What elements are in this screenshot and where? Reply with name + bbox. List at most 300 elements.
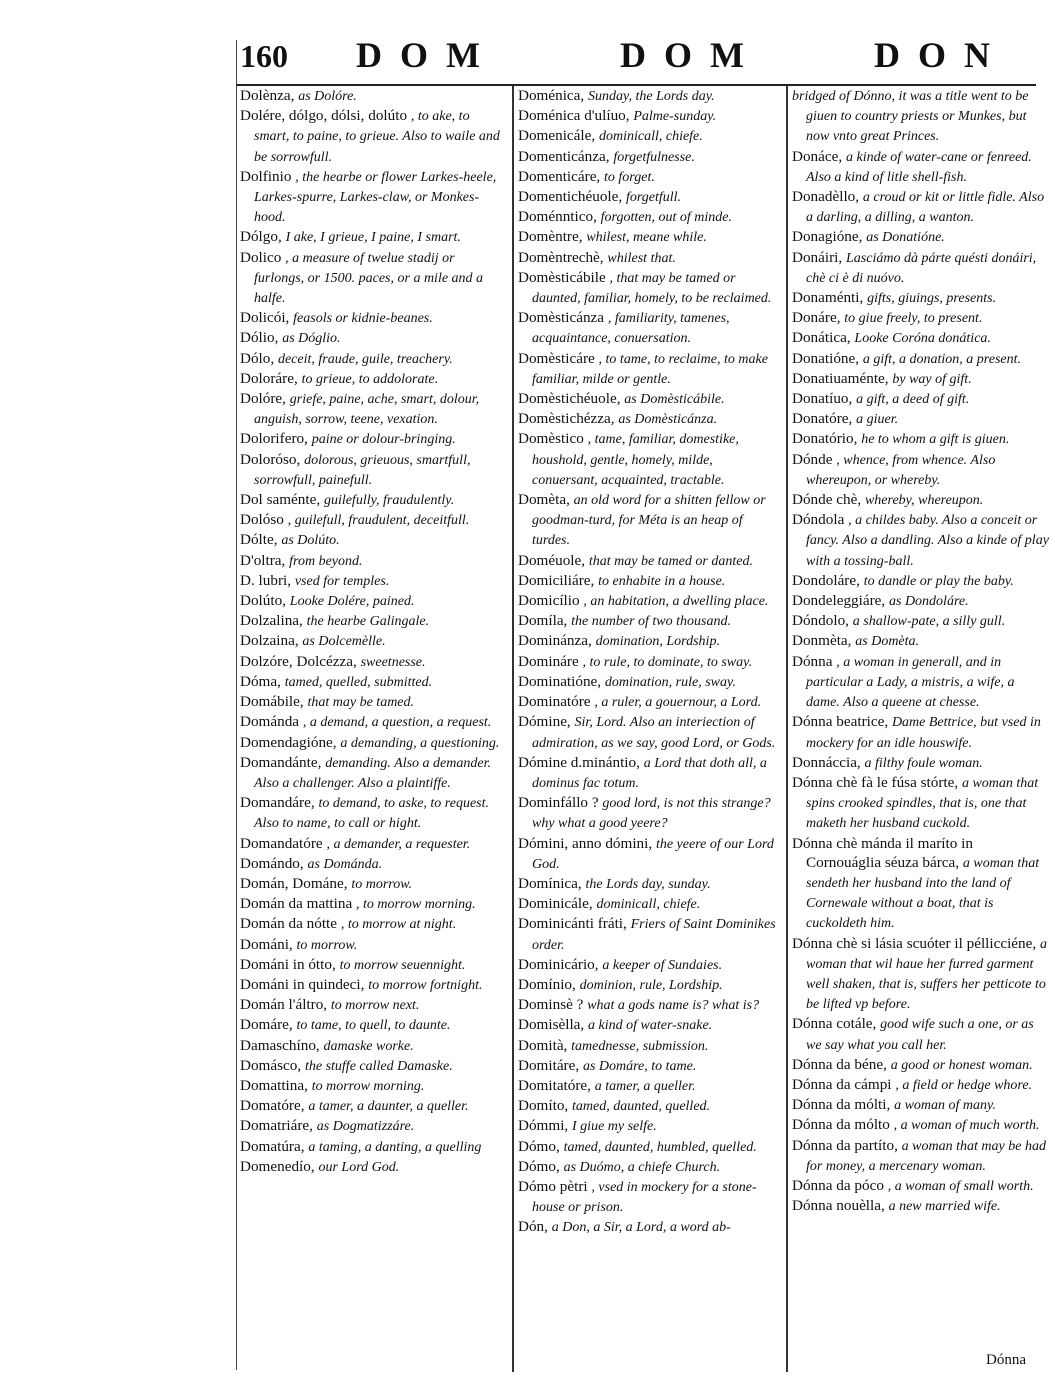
headword: Donáce, [792, 147, 843, 165]
gloss: the Lords day, sunday. [585, 876, 711, 892]
headword: Dolorifero, [240, 430, 308, 448]
dictionary-entry [240, 955, 500, 975]
headword: Dónna [792, 652, 833, 670]
gloss: sweetnesse. [360, 654, 426, 670]
headword: Dolzóre, Dolcézza, [240, 652, 357, 670]
gloss: , to tame, to reclaime, to make familiar, milde or gentle. [532, 351, 768, 387]
dictionary-entry [518, 712, 780, 752]
gloss: our Lord God. [318, 1159, 400, 1175]
gloss: a tamer, a queller. [594, 1078, 696, 1094]
dictionary-entry [518, 611, 780, 631]
gloss: to morrow. [351, 876, 413, 892]
gloss: to tame, to quell, to daunte. [296, 1018, 451, 1034]
gloss: as Domèta. [855, 634, 920, 650]
dictionary-entry [518, 955, 780, 975]
gloss: to morrow morning. [311, 1078, 425, 1094]
dictionary-entry [240, 86, 500, 106]
gloss: to dandle or play the baby. [863, 573, 1014, 589]
gloss: domination, rule, sway. [604, 674, 736, 690]
gloss: the stuffe called Damaske. [304, 1058, 453, 1074]
headword: Dondeleggiáre, [792, 592, 886, 610]
dictionary-entry [240, 1036, 500, 1056]
dictionary-entry [518, 1137, 780, 1157]
headword: Dónna da partíto, [792, 1136, 898, 1154]
gloss: the yeere of our Lord God. [532, 836, 774, 872]
dictionary-entry [792, 1115, 1050, 1135]
headword: Domán l'áltro, [240, 996, 328, 1014]
gloss: gifts, giuings, presents. [867, 291, 997, 307]
guide-word-center: DOM [620, 35, 762, 75]
guide-word-right: DON [874, 35, 1008, 75]
column-3 [786, 86, 1050, 1372]
dictionary-entry [240, 328, 500, 348]
dictionary-entry [792, 773, 1050, 834]
dictionary-entry [240, 793, 500, 833]
gloss: forgetfull. [625, 190, 682, 206]
gloss: , guilefull, fraudulent, deceitfull. [287, 513, 470, 529]
gloss: a woman that wil haue her furred garment well shaken, that is, suffers her petticote to be lifted vp before. [806, 936, 1047, 1013]
headword: Dólte, [240, 531, 278, 549]
headword: Dominicále, [518, 895, 593, 913]
gloss: he to whom a gift is giuen. [861, 432, 1010, 448]
headword: Dominatóre [518, 693, 591, 711]
gloss: Looke Coróna donática. [854, 331, 991, 347]
headword: Domèstichéuole, [518, 390, 621, 408]
headword: Dol saménte, [240, 491, 321, 509]
dictionary-entry [518, 1015, 780, 1035]
headword: Dolzalina, [240, 612, 303, 630]
dictionary-entry [240, 349, 500, 369]
headword: Dónna chè mánda il maríto in Cornouáglia séuza bárca, [792, 834, 973, 871]
gloss: demanding. Also a demander. Also a challenger. Also a plaintiffe. [254, 755, 491, 791]
headword: Domínica, [518, 874, 582, 892]
headword: Donagióne, [792, 228, 863, 246]
gloss: Palme-sunday. [633, 109, 717, 125]
dictionary-entry [518, 1036, 780, 1056]
headword: Dómo, [518, 1157, 560, 1175]
dictionary-entry [518, 1157, 780, 1177]
headword: Dómini, anno dómini, [518, 834, 653, 852]
gloss: Friers of Saint Dominikes order. [532, 917, 776, 953]
dictionary-entry [518, 187, 780, 207]
headword: Donatório, [792, 430, 858, 448]
headword: Dolóre, [240, 390, 286, 408]
gloss: , that may be tamed or daunted, familiar, homely, to be reclaimed. [532, 270, 772, 307]
page-number: 160 [240, 38, 288, 74]
headword: Dómmi, [518, 1117, 569, 1135]
headword: Domenedío, [240, 1157, 315, 1175]
dictionary-entry [792, 369, 1050, 389]
headword: Domábile, [240, 693, 304, 711]
headword: Domán, Dománe, [240, 874, 348, 892]
headword: Dónna da cámpi [792, 1075, 892, 1093]
gloss: a kinde of water-cane or fenreed. Also a kind of litle shell-fish. [806, 149, 1032, 185]
dictionary-entry [240, 429, 500, 449]
dictionary-entry [240, 631, 500, 651]
dictionary-entry [240, 975, 500, 995]
dictionary-entry [792, 227, 1050, 247]
dictionary-entry [518, 1096, 780, 1116]
gloss: Sunday, the Lords day. [588, 89, 715, 104]
gloss: as Dóglio. [282, 331, 341, 347]
headword: Domásco, [240, 1056, 302, 1074]
headword: Domitáre, [518, 1056, 580, 1074]
gloss: tamednesse, submission. [571, 1038, 709, 1054]
dictionary-entry [240, 591, 500, 611]
dictionary-entry [518, 268, 780, 308]
dictionary-entry [792, 450, 1050, 490]
dictionary-entry [518, 227, 780, 247]
gloss: to morrow. [296, 937, 358, 953]
dictionary-entry [518, 207, 780, 227]
headword: Dománi in ótto, [240, 955, 336, 973]
dictionary-entry [792, 753, 1050, 773]
headword: Domiciliáre, [518, 571, 595, 589]
gloss: a woman that spins crooked spindles, that is, one that maketh her husband cuckold. [806, 775, 1039, 832]
dictionary-entry [240, 935, 500, 955]
gloss: I giue my selfe. [572, 1119, 657, 1135]
headword: Dominsè ? [518, 996, 584, 1014]
headword: Donadèllo, [792, 188, 860, 206]
headword: Donatiuaménte, [792, 369, 889, 387]
gloss: tamed, daunted, humbled, quelled. [563, 1139, 757, 1155]
gloss: by way of gift. [892, 371, 972, 387]
gloss: a filthy foule woman. [864, 755, 983, 771]
gloss: a kind of water-snake. [588, 1018, 713, 1034]
gloss: guilefully, fraudulently. [323, 493, 455, 509]
headword: Dominánza, [518, 632, 592, 650]
gloss: to morrow fortnight. [368, 977, 483, 993]
dictionary-entry [792, 86, 1050, 147]
dictionary-entry [792, 389, 1050, 409]
dictionary-entry [240, 753, 500, 793]
gloss: that may be tamed or danted. [588, 553, 753, 569]
gloss: as Dománda. [307, 856, 383, 872]
headword: Domèsticánza [518, 309, 605, 327]
headword: Doménica d'ulíuo, [518, 107, 630, 125]
gloss: dominicall, chiefe. [596, 897, 701, 913]
dictionary-entry [518, 551, 780, 571]
headword: Dónna chè si lásia scuóter il péllicciéne, [792, 934, 1037, 952]
gloss: vsed for temples. [294, 573, 390, 589]
dictionary-entry [792, 712, 1050, 752]
gloss: damaske worke. [323, 1038, 414, 1054]
headword: Domattina, [240, 1076, 308, 1094]
headword: Domán da mattina [240, 895, 353, 913]
headword: Domità, [518, 1036, 568, 1054]
headword: Domèta, [518, 491, 570, 509]
dictionary-entry [518, 126, 780, 146]
headword: Dominatióne, [518, 672, 602, 690]
dictionary-entry [792, 834, 1050, 934]
headword: Doméuole, [518, 551, 586, 569]
headword: Dománi in quindeci, [240, 975, 365, 993]
headword: Donática, [792, 329, 851, 347]
dictionary-entry [518, 834, 780, 874]
dictionary-entry [240, 611, 500, 631]
dictionary-entry [240, 834, 500, 854]
dictionary-entry [240, 914, 500, 934]
gloss: dominicall, chiefe. [598, 129, 703, 145]
dictionary-entry [240, 389, 500, 429]
dictionary-entry [240, 672, 500, 692]
dictionary-entry [792, 147, 1050, 187]
headword: Dónde [792, 450, 833, 468]
dictionary-entry [240, 733, 500, 753]
gloss: a demanding, a questioning. [340, 735, 500, 751]
gloss: that may be tamed. [307, 695, 415, 711]
gloss: , to morrow at night. [340, 917, 457, 933]
dictionary-entry [518, 147, 780, 167]
dictionary-entry [518, 86, 780, 106]
headword: Dómine, [518, 713, 571, 731]
gloss: I ake, I grieue, I paine, I smart. [285, 230, 461, 246]
dictionary-entry [518, 248, 780, 268]
gloss: , to ake, to smart, to paine, to grieue. Also to waile and be sorrowfull. [254, 109, 500, 165]
dictionary-entry [518, 1076, 780, 1096]
dictionary-entry [792, 1196, 1050, 1216]
dictionary-entry [518, 1217, 780, 1237]
dictionary-entry [240, 571, 500, 591]
headword: Donatíuo, [792, 390, 853, 408]
gloss: the number of two thousand. [571, 614, 731, 630]
dictionary-entry [518, 389, 780, 409]
dictionary-entry [792, 510, 1050, 571]
dictionary-entry [792, 288, 1050, 308]
gloss: , a measure of twelue stadij or furlongs, or 1500. paces, or a mile and a halfe. [254, 250, 484, 307]
page-edge-line [236, 40, 237, 1370]
dictionary-entry [240, 995, 500, 1015]
gloss: a gift, a donation, a present. [862, 351, 1022, 367]
headword: Dólgo, [240, 228, 282, 246]
gloss: to morrow next. [330, 998, 420, 1014]
gloss: , the hearbe or flower Larkes-heele, Larkes-spurre, Larkes-claw, or Monkes-hood. [254, 169, 497, 226]
gloss: to enhabite in a house. [598, 573, 726, 589]
gloss: , a childes baby. Also a conceit or fancy. Also a dandling. Also a kinde of play with a tossing-ball. [806, 513, 1049, 569]
gloss: good lord, is not this strange? why what a good yeere? [532, 796, 771, 832]
gloss: whilest that. [607, 250, 676, 266]
headword: Domèstico [518, 430, 584, 448]
dictionary-entry [518, 349, 780, 389]
headword: Dolico [240, 248, 282, 266]
dictionary-entry [518, 490, 780, 551]
dictionary-entry [240, 874, 500, 894]
gloss: , a field or hedge whore. [895, 1077, 1033, 1093]
headword: Donnáccia, [792, 753, 861, 771]
headword: Domèstichézza, [518, 410, 615, 428]
headword: Donáiri, [792, 248, 843, 266]
headword: Dolicói, [240, 309, 290, 327]
gloss: , tame, familiar, domestike, houshold, gentle, homely, milde, conuersant, acquainted, tractable. [532, 432, 739, 488]
gloss: , vsed in mockery for a stone-house or prison. [532, 1179, 757, 1216]
headword: D. lubri, [240, 571, 292, 589]
dictionary-entry [792, 349, 1050, 369]
headword: Domatriáre, [240, 1117, 313, 1135]
headword: Doménica, [518, 87, 585, 104]
headword: Dolére, dólgo, dólsi, dolúto [240, 107, 408, 125]
gloss: , a woman of small worth. [887, 1178, 1034, 1194]
gloss: a woman that sendeth her husband into the land of Cornewale without a boat, that is cuckoldeth him. [806, 855, 1040, 932]
gloss: as Domáre, to tame. [582, 1058, 697, 1074]
guide-word-left: DOM [356, 35, 498, 75]
dictionary-entry [792, 1075, 1050, 1095]
gloss: good wife such a one, or as we say what you call her. [806, 1017, 1034, 1053]
dictionary-entry [792, 409, 1050, 429]
gloss: deceit, fraude, guile, treachery. [277, 351, 453, 367]
gloss: , to rule, to dominate, to sway. [582, 654, 753, 670]
dictionary-entry [792, 1055, 1050, 1075]
gloss: whereby, whereupon. [864, 493, 984, 509]
headword: Dónna nouèlla, [792, 1197, 885, 1215]
headword: Dónna da béne, [792, 1055, 887, 1073]
dictionary-entry [240, 1056, 500, 1076]
headword: Dondoláre, [792, 571, 860, 589]
gloss: an old word for a shitten fellow or goodman-turd, for Méta is an heap of turdes. [532, 493, 766, 549]
headword: Dolfinio [240, 167, 292, 185]
dictionary-entry [240, 450, 500, 490]
catchword: Dónna [986, 1352, 1026, 1368]
headword: Domèntrechè, [518, 248, 604, 266]
dictionary-entry [240, 854, 500, 874]
dictionary-entry [240, 530, 500, 550]
dictionary-entry [240, 308, 500, 328]
headword: Dómo pètri [518, 1177, 588, 1195]
dictionary-entry [518, 591, 780, 611]
headword: Dománi, [240, 935, 293, 953]
dictionary-entry [518, 874, 780, 894]
headword: Damaschíno, [240, 1036, 320, 1054]
dictionary-entry [240, 1076, 500, 1096]
headword: Domèntre, [518, 228, 583, 246]
headword: Doménntico, [518, 208, 597, 226]
headword: Dománda [240, 713, 300, 731]
dictionary-entry [240, 167, 500, 228]
headword: Domandáre, [240, 794, 315, 812]
gloss: as Duómo, a chiefe Church. [563, 1159, 721, 1175]
dictionary-entry [518, 652, 780, 672]
gloss: as Domèsticánza. [618, 412, 718, 428]
dictionary-entry [240, 490, 500, 510]
headword: Domandatóre [240, 834, 323, 852]
gloss: Looke Dolére, pained. [289, 594, 415, 610]
gloss: a woman that may be had for money, a mercenary woman. [806, 1138, 1046, 1174]
headword: Donatóre, [792, 410, 853, 428]
dictionary-entry [518, 429, 780, 490]
headword: Dólo, [240, 349, 275, 367]
headword: Domínio, [518, 975, 576, 993]
dictionary-entry [518, 1177, 780, 1217]
dictionary-entry [240, 1096, 500, 1116]
gloss: a shallow-pate, a silly gull. [852, 614, 1006, 630]
gloss: , a woman in generall, and in particular a Lady, a mistris, a wife, a dame. Also a queene at chesse. [806, 654, 1015, 711]
gloss: Lasciámo dà párte quésti donáiri, chè ci è di nuóvo. [806, 250, 1037, 286]
dictionary-entry [792, 308, 1050, 328]
headword: Domendagióne, [240, 733, 337, 751]
gloss: the hearbe Galingale. [306, 614, 430, 630]
dictionary-entry [240, 1157, 500, 1177]
dictionary-entry [518, 409, 780, 429]
headword: Domicílio [518, 592, 580, 610]
gloss: , to morrow morning. [355, 897, 476, 913]
dictionary-entry [792, 328, 1050, 348]
dictionary-entry [240, 652, 500, 672]
gloss: bridged of Dónno, it was a title went to be giuen to country priests or Munkes, but now vnto great Princes. [792, 89, 1029, 145]
gloss: as Domèsticábile. [624, 392, 725, 408]
gloss: as Dolcemèlle. [302, 634, 386, 650]
dictionary-entry [240, 1137, 500, 1157]
dictionary-entry [792, 652, 1050, 713]
gloss: as Dogmatizzáre. [316, 1119, 415, 1135]
gloss: Sir, Lord. Also an interiection of admiration, as we say, good Lord, or Gods. [532, 715, 776, 751]
gloss: what a gods name is? what is? [587, 998, 760, 1014]
headword: Dómo, [518, 1137, 560, 1155]
dictionary-entry [240, 551, 500, 571]
headword: Dominfállo ? [518, 794, 599, 812]
gloss: tamed, daunted, quelled. [572, 1099, 711, 1115]
dictionary-entry [792, 187, 1050, 227]
dictionary-entry [240, 894, 500, 914]
dictionary-entry [518, 753, 780, 793]
dictionary-entry [518, 894, 780, 914]
gloss: whilest, meane while. [586, 230, 707, 246]
dictionary-entry [518, 106, 780, 126]
headword: Dominicánti fráti, [518, 915, 627, 933]
headword: Donatióne, [792, 349, 860, 367]
gloss: to forget. [604, 169, 655, 185]
dictionary-entry [792, 571, 1050, 591]
headword: Domenicále, [518, 127, 596, 145]
gloss: feasols or kidnie-beanes. [293, 311, 433, 327]
headword: Dónde chè, [792, 491, 862, 509]
dictionary-entry [518, 914, 780, 954]
dictionary-entry [792, 490, 1050, 510]
headword: Doloróso, [240, 450, 301, 468]
headword: Dóma, [240, 672, 281, 690]
headword: Dónna da mólto [792, 1116, 890, 1134]
dictionary-entry [518, 631, 780, 651]
dictionary-entry [240, 106, 500, 167]
headword: Domenticánza, [518, 147, 610, 165]
headword: Domatúra, [240, 1137, 305, 1155]
gloss: Dame Bettrice, but vsed in mockery for an idle houswife. [806, 715, 1041, 751]
headword: Dólio, [240, 329, 279, 347]
dictionary-entry [518, 1056, 780, 1076]
gloss: , a woman of much worth. [893, 1118, 1040, 1134]
gloss: dominion, rule, Lordship. [579, 977, 723, 993]
gloss: a giuer. [856, 412, 899, 428]
headword: Domenticáre, [518, 167, 601, 185]
gloss: paine or dolour-bringing. [311, 432, 456, 448]
headword: Dón, [518, 1218, 548, 1236]
headword: Domán da nótte [240, 915, 338, 933]
headword: Donáre, [792, 309, 841, 327]
headword: Domándo, [240, 854, 304, 872]
column-2 [512, 86, 780, 1372]
dictionary-entry [240, 227, 500, 247]
headword: Dónna beatrice, [792, 713, 889, 731]
gloss: a keeper of Sundaies. [602, 957, 723, 973]
gloss: as Dolúto. [281, 533, 340, 549]
gloss: domination, Lordship. [595, 634, 720, 650]
headword: Dóndola [792, 511, 845, 529]
dictionary-entry [240, 712, 500, 732]
dictionary-entry [792, 1136, 1050, 1176]
dictionary-entry [792, 1095, 1050, 1115]
gloss: to giue freely, to present. [844, 311, 983, 327]
dictionary-entry [792, 934, 1050, 1015]
dictionary-entry [518, 1116, 780, 1136]
dictionary-entry [518, 692, 780, 712]
